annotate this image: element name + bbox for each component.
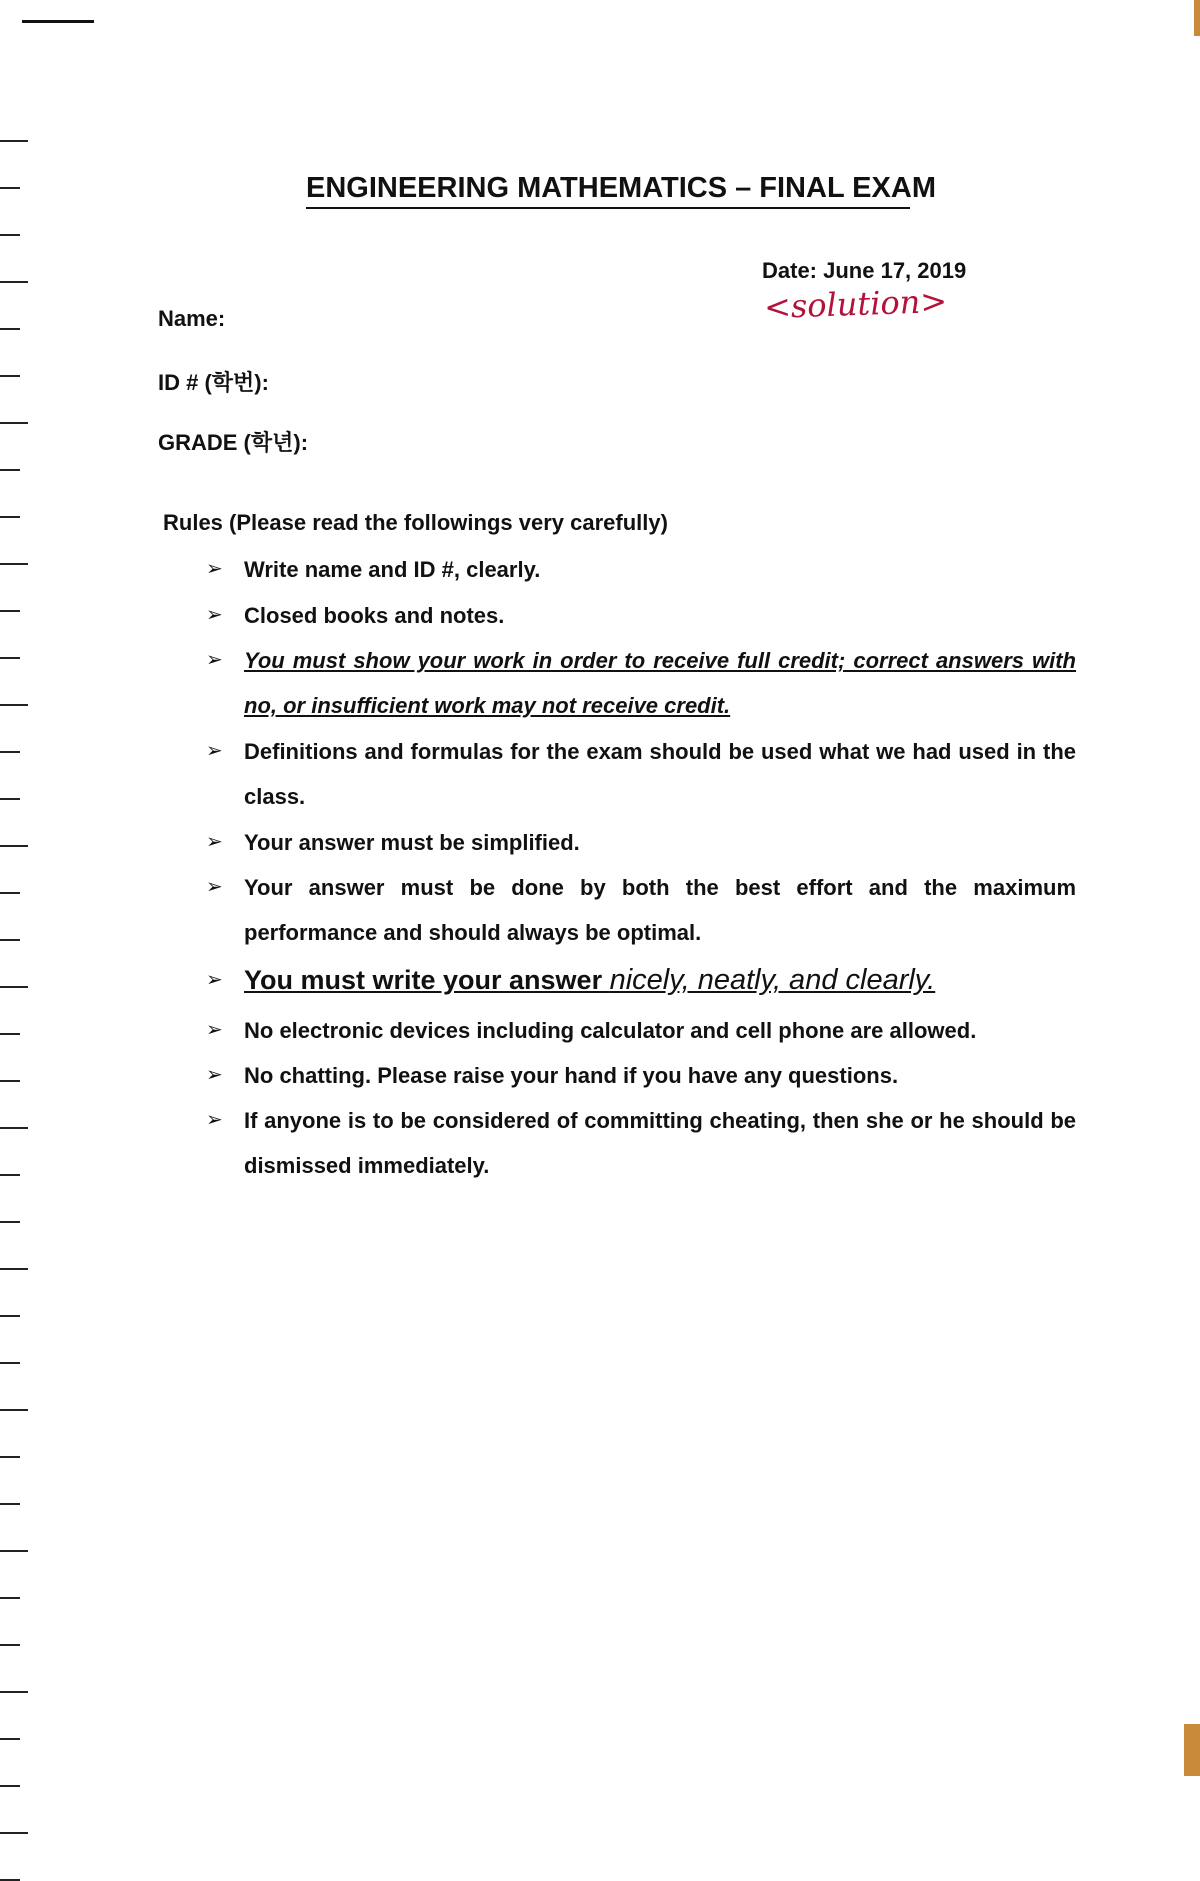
- rule-item: [206, 1098, 1076, 1188]
- exam-title: ENGINEERING MATHEMATICS – FINAL EXAM: [306, 172, 910, 209]
- binding-tick: [0, 1503, 20, 1505]
- binding-tick: [0, 1691, 28, 1693]
- binding-tick: [0, 610, 20, 612]
- binding-tick: [0, 986, 28, 988]
- rule-text: [244, 958, 1076, 1003]
- rule-item: [206, 1008, 1076, 1053]
- bullet-arrow-icon: ➢: [206, 649, 223, 671]
- binding-tick: [0, 892, 20, 894]
- binding-tick: [0, 563, 28, 565]
- binding-tick: [0, 469, 20, 471]
- rules-heading: Rules (Please read the followings very carefully): [163, 510, 668, 535]
- rule-text: Write name and ID #, clearly.: [244, 557, 541, 582]
- rule-text: Closed books and notes.: [244, 603, 505, 628]
- binding-tick: [0, 1221, 20, 1223]
- binding-tick: [0, 1127, 28, 1129]
- id-label: ID # (학번):: [158, 370, 269, 395]
- binding-tick: [0, 1080, 20, 1082]
- rule-lead-text: You must write your answer: [244, 965, 603, 995]
- binding-tick: [0, 328, 20, 330]
- rule-text: Your answer must be simplified.: [244, 830, 580, 855]
- name-label: Name:: [158, 306, 226, 331]
- corner-mark: [22, 20, 94, 23]
- page-edge-mark: [1194, 0, 1200, 36]
- rule-item: [206, 820, 1076, 865]
- bullet-arrow-icon: ➢: [206, 558, 223, 580]
- binding-tick: [0, 1456, 20, 1458]
- binding-tick: [0, 1738, 20, 1740]
- rule-item: [206, 593, 1076, 638]
- binding-tick: [0, 1409, 28, 1411]
- binding-tick: [0, 422, 28, 424]
- rule-text: Definitions and formulas for the exam should be used what we had used in the class.: [244, 739, 1076, 809]
- binding-tick: [0, 798, 20, 800]
- page-edge-mark: [1184, 1724, 1200, 1776]
- binding-tick: [0, 1644, 20, 1646]
- rule-text: No chatting. Please raise your hand if you have any questions.: [244, 1063, 899, 1088]
- rule-item: [206, 729, 1076, 819]
- binding-tick: [0, 1268, 28, 1270]
- binding-tick: [0, 704, 28, 706]
- rule-item: [206, 638, 1076, 728]
- rule-text-emphasized: You must show your work in order to receive full credit; correct answers with no, or insufficient work may not receive credit.: [244, 648, 1076, 718]
- bullet-arrow-icon: ➢: [206, 831, 223, 853]
- bullet-arrow-icon: ➢: [206, 1109, 223, 1131]
- bullet-arrow-icon: ➢: [206, 969, 223, 991]
- handwritten-solution-note: <solution>: [763, 281, 948, 327]
- binding-tick: [0, 1785, 20, 1787]
- binding-tick: [0, 375, 20, 377]
- binding-tick: [0, 516, 20, 518]
- binding-tick: [0, 1597, 20, 1599]
- binding-tick: [0, 1550, 28, 1552]
- rule-item-highlighted: [206, 958, 1076, 1003]
- exam-date: Date: June 17, 2019: [762, 258, 967, 283]
- rule-item: [206, 1053, 1076, 1098]
- rule-item: [206, 547, 1076, 592]
- bullet-arrow-icon: ➢: [206, 1019, 223, 1041]
- binding-tick: [0, 1832, 28, 1834]
- bullet-arrow-icon: ➢: [206, 876, 223, 898]
- rule-emphasis-text: nicely, neatly, and clearly.: [609, 964, 936, 996]
- rule-text: If anyone is to be considered of committing cheating, then she or he should be dismissed immediately.: [244, 1108, 1076, 1178]
- bullet-arrow-icon: ➢: [206, 740, 223, 762]
- binding-tick: [0, 1315, 20, 1317]
- binding-tick: [0, 845, 28, 847]
- rule-text: No electronic devices including calculator and cell phone are allowed.: [244, 1018, 977, 1043]
- binding-tick: [0, 1033, 20, 1035]
- binding-tick: [0, 657, 20, 659]
- bullet-arrow-icon: ➢: [206, 604, 223, 626]
- binding-tick: [0, 140, 28, 142]
- binding-tick: [0, 1362, 20, 1364]
- rule-item: [206, 865, 1076, 955]
- binding-tick: [0, 751, 20, 753]
- binding-tick: [0, 939, 20, 941]
- binding-ticks: [0, 140, 30, 1700]
- rule-text: Your answer must be done by both the best effort and the maximum performance and should always be optimal.: [244, 875, 1076, 945]
- binding-tick: [0, 187, 20, 189]
- binding-tick: [0, 281, 28, 283]
- grade-label: GRADE (학년):: [158, 430, 309, 455]
- binding-tick: [0, 234, 20, 236]
- bullet-arrow-icon: ➢: [206, 1064, 223, 1086]
- binding-tick: [0, 1174, 20, 1176]
